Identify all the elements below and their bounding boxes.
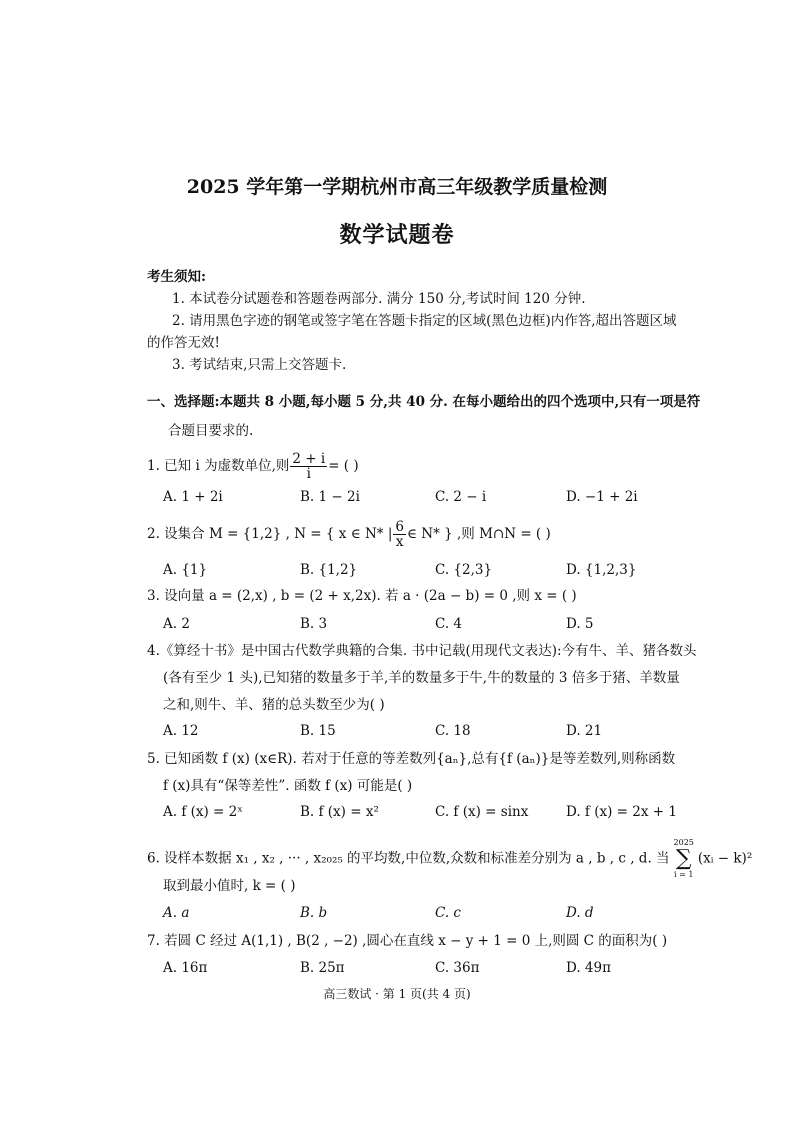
- question-4-line-3: 之和,则牛、羊、猪的总头数至少为( ): [163, 697, 385, 713]
- question-2-numerator: 6: [395, 519, 404, 535]
- question-6-stem: [147, 838, 752, 880]
- question-5-line-2: f (x)具有“保等差性”. 函数 f (x) 可能是( ): [163, 778, 413, 794]
- question-2-fraction: [393, 520, 406, 549]
- question-6-line-2: 取到最小值时, k = ( ): [163, 878, 296, 894]
- question-6-expression: (xᵢ − k)²: [697, 850, 753, 867]
- question-6-summation: [674, 838, 694, 880]
- question-4-option-b: B. 15: [300, 723, 336, 739]
- question-2-option-c: C. {2,3}: [435, 562, 493, 578]
- question-2-option-a: A. {1}: [163, 562, 208, 578]
- question-4-option-d: D. 21: [566, 723, 603, 739]
- question-1-fraction: [290, 452, 327, 481]
- question-1-numerator: 2 + i: [292, 451, 326, 467]
- question-3-option-b: B. 3: [300, 616, 328, 632]
- question-5-line-1: 5. 已知函数 f (x) (x∈R). 若对于任意的等差数列{aₙ},总有{f (aₙ)}是等差数列,则称函数: [147, 751, 676, 767]
- question-2-tail: ∈ N* } ,则 M∩N = ( ): [406, 526, 551, 542]
- question-1-option-b: B. 1 − 2i: [300, 489, 360, 505]
- section-heading: 一、选择题:本题共 8 小题,每小题 5 分,共 40 分. 在每小题给出的四个选项中,只有一项是符: [147, 394, 701, 410]
- question-1-denominator: i: [306, 466, 311, 482]
- question-4-option-a: A. 12: [163, 723, 199, 739]
- summation-symbol: ∑: [675, 846, 692, 871]
- question-7-option-c: C. 36π: [435, 960, 480, 976]
- question-4-line-2: (各有至少 1 头),已知猪的数量多于羊,羊的数量多于牛,牛的数量的 3 倍多于猪、羊数量: [163, 670, 680, 686]
- exam-subtitle: 数学试题卷: [339, 222, 455, 248]
- question-1-option-d: D. −1 + 2i: [566, 489, 638, 505]
- question-2-option-d: D. {1,2,3}: [566, 562, 637, 578]
- question-6-text: 6. 设样本数据 x₁ , x₂ , ··· , x₂₀₂₅ 的平均数,中位数,众数和标准差分别为 a , b , c , d. 当: [147, 850, 670, 867]
- question-1-option-a: A. 1 + 2i: [163, 489, 223, 505]
- notice-item-2: 2. 请用黑色字迹的钢笔或签字笔在答题卡指定的区域(黑色边框)内作答,超出答题区域: [172, 313, 677, 329]
- notice-item-1: 1. 本试卷分试题卷和答题卷两部分. 满分 150 分,考试时间 120 分钟.: [172, 291, 586, 307]
- page-footer: 高三数试 · 第 1 页(共 4 页): [323, 987, 471, 1001]
- section-heading-cont: 合题目要求的.: [168, 423, 254, 439]
- question-5-option-b: B. f (x) = x²: [300, 804, 379, 820]
- notice-item-2-cont: 的作答无效!: [147, 335, 220, 351]
- notice-item-3: 3. 考试结束,只需上交答题卡.: [172, 357, 347, 373]
- question-7-option-a: A. 16π: [163, 960, 208, 976]
- question-1-option-c: C. 2 − i: [435, 489, 487, 505]
- question-2-denominator: x: [395, 534, 404, 550]
- question-7-option-b: B. 25π: [300, 960, 345, 976]
- summation-upper: 2025: [673, 838, 694, 847]
- notice-heading: 考生须知:: [147, 269, 206, 285]
- question-6-option-d: D. d: [566, 905, 594, 921]
- question-7-option-d: D. 49π: [566, 960, 611, 976]
- question-7-stem: 7. 若圆 C 经过 A(1,1) , B(2 , −2) ,圆心在直线 x − y + 1 = 0 上,则圆 C 的面积为( ): [147, 933, 668, 949]
- question-1-stem: [147, 452, 359, 481]
- question-6-option-c: C. c: [435, 905, 461, 921]
- question-6-option-b: B. b: [300, 905, 328, 921]
- question-6-option-a: A. a: [163, 905, 190, 921]
- question-3-stem: 3. 设向量 a = (2,x) , b = (2 + x,2x). 若 a · (2a − b) = 0 ,则 x = ( ): [147, 588, 577, 604]
- question-3-option-c: C. 4: [435, 616, 463, 632]
- question-5-option-c: C. f (x) = sinx: [435, 804, 529, 820]
- exam-title: 2025 学年第一学期杭州市高三年级教学质量检测: [186, 176, 608, 198]
- question-4-option-c: C. 18: [435, 723, 471, 739]
- question-5-option-a: A. f (x) = 2ˣ: [163, 804, 243, 820]
- question-2-stem: [147, 520, 551, 549]
- question-3-option-d: D. 5: [566, 616, 594, 632]
- question-1-tail: = ( ): [328, 458, 359, 474]
- question-2-text: 2. 设集合 M = {1,2} , N = { x ∈ N* |: [147, 526, 393, 542]
- question-1-text: 1. 已知 i 为虚数单位,则: [147, 458, 290, 474]
- question-3-option-a: A. 2: [163, 616, 190, 632]
- summation-lower: i = 1: [673, 870, 694, 879]
- question-5-option-d: D. f (x) = 2x + 1: [566, 804, 677, 820]
- question-4-line-1: 4.《算经十书》是中国古代数学典籍的合集. 书中记载(用现代文表达):今有牛、羊、猪各数头: [147, 643, 697, 659]
- question-2-option-b: B. {1,2}: [300, 562, 358, 578]
